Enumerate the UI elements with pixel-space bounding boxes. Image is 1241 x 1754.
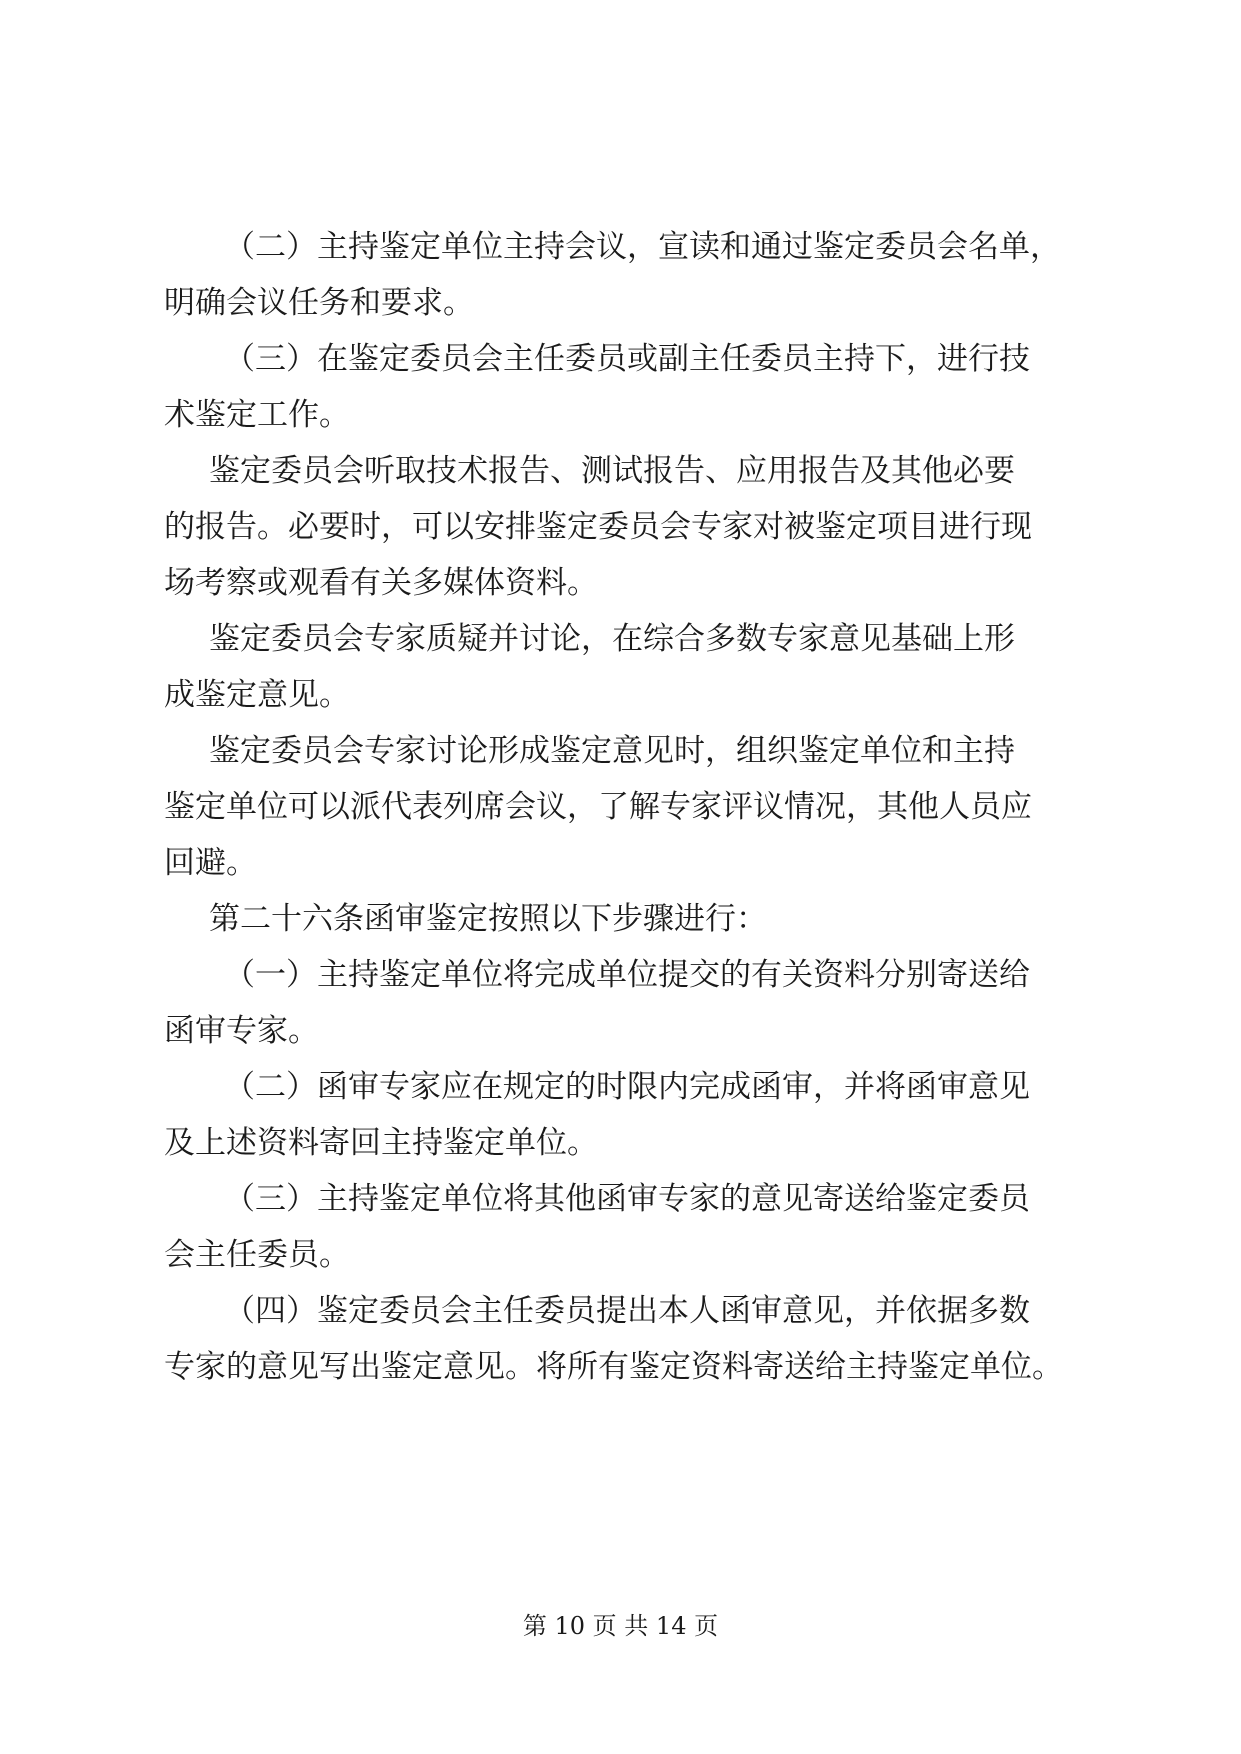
paragraph-line: 及上述资料寄回主持鉴定单位。 — [164, 1125, 598, 1161]
paragraph-line: 鉴定单位可以派代表列席会议，了解专家评议情况，其他人员应 — [164, 789, 1032, 825]
paragraph-line: 鉴定委员会专家讨论形成鉴定意见时，组织鉴定单位和主持 — [209, 733, 1015, 769]
article-heading-line: 第二十六条函审鉴定按照以下步骤进行： — [209, 901, 767, 937]
paragraph-line: （二）函审专家应在规定的时限内完成函审，并将函审意见 — [224, 1069, 1030, 1105]
paragraph-line: 的报告。必要时，可以安排鉴定委员会专家对被鉴定项目进行现 — [164, 509, 1032, 545]
paragraph-line: （二）主持鉴定单位主持会议，宣读和通过鉴定委员会名单， — [224, 229, 1061, 265]
paragraph-line: 函审专家。 — [164, 1013, 319, 1049]
paragraph-line: （一）主持鉴定单位将完成单位提交的有关资料分别寄送给 — [224, 957, 1030, 993]
paragraph-line: 明确会议任务和要求。 — [164, 285, 474, 321]
paragraph-line: 术鉴定工作。 — [164, 397, 350, 433]
paragraph-line: 鉴定委员会专家质疑并讨论，在综合多数专家意见基础上形 — [209, 621, 1015, 657]
paragraph-line: 回避。 — [164, 845, 257, 881]
paragraph-line: 场考察或观看有关多媒体资料。 — [164, 565, 598, 601]
page-number-footer: 第 10 页 共 14 页 — [522, 1612, 719, 1640]
paragraph-line: （三）主持鉴定单位将其他函审专家的意见寄送给鉴定委员 — [224, 1181, 1030, 1217]
paragraph-line: （三）在鉴定委员会主任委员或副主任委员主持下，进行技 — [224, 341, 1030, 377]
paragraph-line: 鉴定委员会听取技术报告、测试报告、应用报告及其他必要 — [209, 453, 1015, 489]
paragraph-line: （四）鉴定委员会主任委员提出本人函审意见，并依据多数 — [224, 1293, 1030, 1329]
paragraph-line: 会主任委员。 — [164, 1237, 350, 1273]
paragraph-line: 成鉴定意见。 — [164, 677, 350, 713]
paragraph-line: 专家的意见写出鉴定意见。将所有鉴定资料寄送给主持鉴定单位。 — [164, 1349, 1063, 1385]
